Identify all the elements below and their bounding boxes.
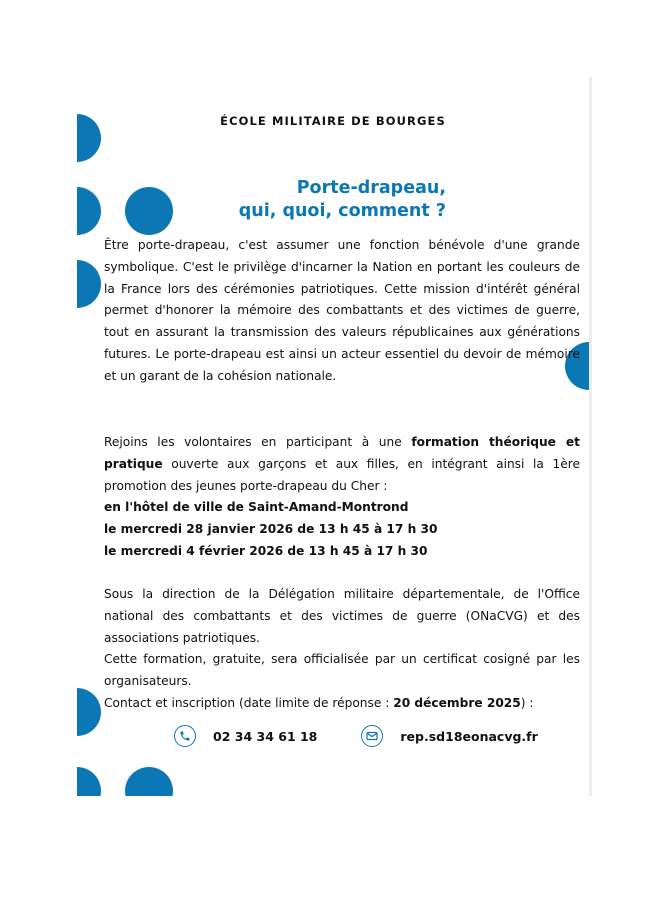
organizers-paragraph: [104, 584, 580, 715]
page-title: [239, 177, 446, 223]
decorative-circle-bottom-inner: [125, 767, 173, 796]
training-intro: Rejoins les volontaires en participant à une: [104, 435, 412, 449]
training-session-1: le mercredi 28 janvier 2026 de 13 h 45 à 17 h 30: [104, 522, 438, 537]
flyer-page: [77, 77, 589, 796]
training-details: ouverte aux garçons et aux filles, en intégrant ainsi la 1ère promotion des jeunes porte-drapeau du Cher :: [104, 456, 580, 493]
contact-row: [174, 723, 538, 749]
decorative-circle-inner: [125, 187, 173, 235]
phone-number: 02 34 34 61 18: [213, 728, 318, 744]
contact-intro: Contact et inscription (date limite de réponse : 20 décembre 2025) :: [104, 695, 534, 710]
training-location: en l'hôtel de ville de Saint-Amand-Montrond: [104, 500, 409, 515]
training-paragraph: [104, 432, 580, 563]
email-address: rep.sd18eonacvg.fr: [400, 728, 538, 744]
direction-text: Sous la direction de la Délégation militaire départementale, de l'Office national des combattants et des victimes de guerre (ONaCVG) et des associations patriotiques.: [104, 587, 580, 645]
page-edge-shadow: [589, 77, 592, 796]
deadline: 20 décembre 2025: [393, 695, 521, 710]
decorative-circle-left-3: [77, 260, 101, 308]
title-line-1: Porte-drapeau,: [296, 178, 446, 198]
phone-contact[interactable]: [174, 725, 317, 747]
training-type: formation théorique et pratique: [104, 435, 580, 471]
training-session-2: le mercredi 4 février 2026 de 13 h 45 à 17 h 30: [104, 543, 428, 558]
decorative-circle-left-4: [77, 688, 101, 736]
decorative-circle-left-5: [77, 767, 101, 796]
decorative-circle-left-2: [77, 187, 101, 235]
phone-icon: [174, 725, 196, 747]
intro-paragraph: Être porte-drapeau, c'est assumer une fonction bénévole d'une grande symbolique. C'est le privilège d'incarner la Nation en portant les couleurs de la France lors des cérémonies patriotiques. Cette mission d'intérêt général permet d'honorer la mémoire des combattants et des victimes de guerre, tout en assurant la transmission des valeurs républicaines aux générations futures. Le porte-drapeau est ainsi un acteur essentiel du devoir de mémoire et un garant de la cohésion nationale.: [104, 238, 580, 383]
email-contact[interactable]: [361, 725, 537, 747]
envelope-icon: [361, 725, 383, 747]
title-line-2: qui, quoi, comment ?: [238, 201, 446, 221]
school-header: ÉCOLE MILITAIRE DE BOURGES: [220, 114, 446, 128]
certificate-text: Cette formation, gratuite, sera officialisée par un certificat cosigné par les organisateurs.: [104, 652, 580, 689]
